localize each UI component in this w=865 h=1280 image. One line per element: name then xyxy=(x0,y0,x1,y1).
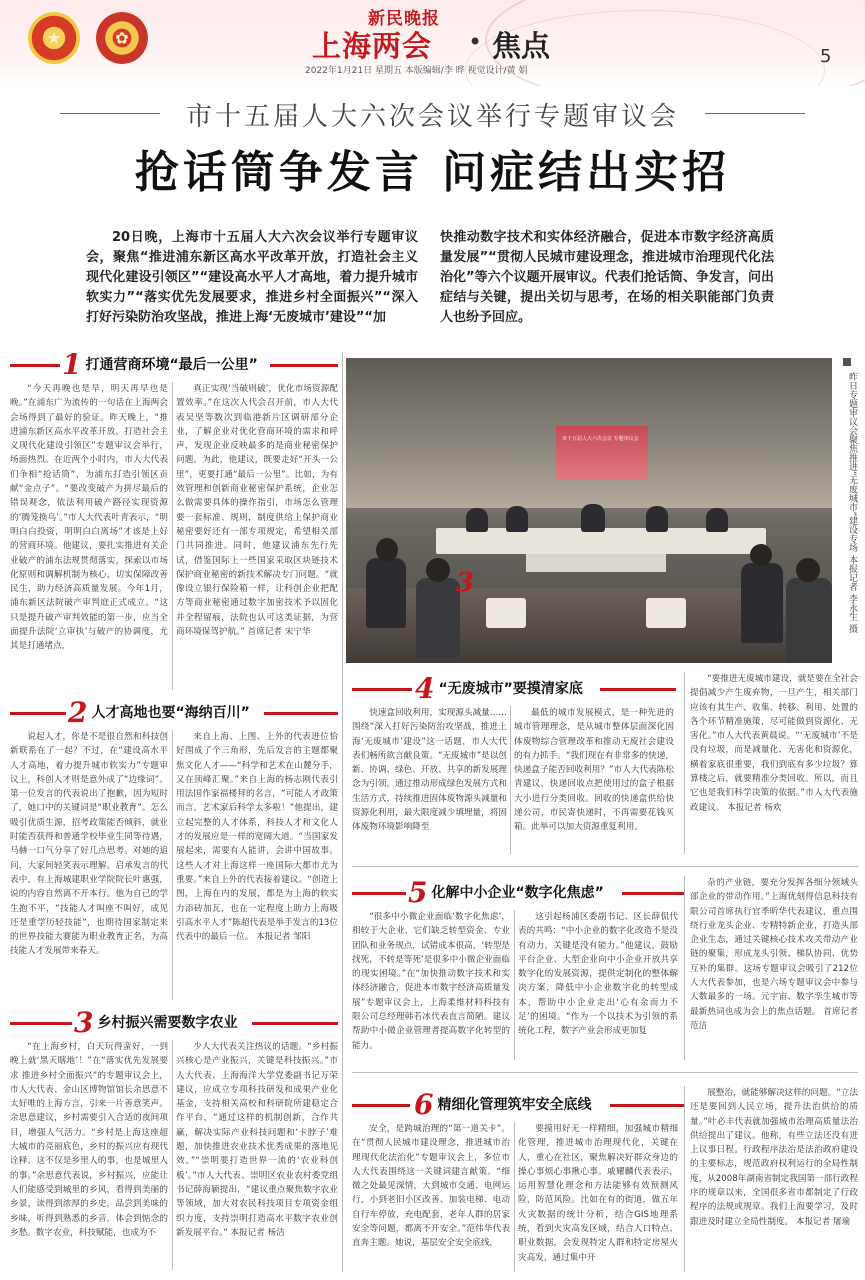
section-bar xyxy=(252,1022,338,1025)
section-header-4 xyxy=(415,671,583,705)
section-bar xyxy=(622,892,684,895)
section-3-column-1: “在上海乡村，白天玩得蛮好，一到晚上就‘黑天瞎地’！”在“落实优先发展要求 推进乡村全面振兴”的专题审议会上，市人大代表、金山区博物馆馆长余思意不太好唯的上海方言，引来一片善意笑声。余思意建议，乡村需要引入合适的夜间项目，增强人气活力。“乡村是上海这座超大城市的亮丽底色，乡村的振兴应有现代诠释，这不仅是乡里人的事，也是城里人的事。”余思意代表说，乡村振兴，应能让人们能感受到城里的乡风，看得到美丽的乡景，读得到浓厚的乡史，品尝到美味的乡味，听得到熟悉的乡音，体会到惦念的乡愁。数字农业，科技赋能，也成为不 xyxy=(10,1042,168,1238)
lead-paragraph-left: 20日晚，上海市十五届人大六次会议举行专题审议会，聚焦“推进浦东新区高水平改革开放，打造社会主义现代化建设引领区”“建设高水平人才高地，着力提升城市软实力”“落实优先发展要求，推进乡村全面振兴”“深入打好污染防治攻坚战，推进上海‘无废城市’建设”“加 xyxy=(86,230,418,325)
section-number: 4 xyxy=(415,671,435,705)
photo-head xyxy=(376,538,398,562)
photo-head xyxy=(426,558,450,582)
section-3-column-2: 少人大代表关注热议的话题。“乡村振兴核心是产业振兴，关键是科技振兴。”市人大代表、上海海洋大学党委副书记万荣建议，应成立专项科技研发和成果产业化基金，支持相关高校和科研院所建稳定合作平台，“通过这样的机制创新，合作共赢，解决实际产业科技问题和‘卡脖子’难题，加快推进农业技术优秀成果的落地见效。”“崇明要打造世界一流的‘农业科创板’。”市人大代表、崇明区农业农村委党组书记薛海颖提出，“建议重点聚焦数字农业等领域，加大对农民科技项目专项资金组织力度，支持崇明打造高水平数字农业创新发展平台。” 本报记者 杨洁 xyxy=(176,1042,338,1238)
section-5-column-3: 杂的产业链，要充分发挥各细分领域头部企业的带动作用。”上海优刻得信息科技有限公司首席执行官季昕华代表建议，重点围绕行业龙头企业、专精特新企业，打造头部企业生态，通过关键核心技术攻关带动产业链的聚集，形成龙头引领、梯队协同、优势互补的集群。这场专题审议会吸引了212位人大代表参加，也是六场专题审议会中参与人数最多的一场。元宇宙、数字孪生城市等最新热词也成为会上的焦点话题。 首席记者 范洁 xyxy=(690,878,858,1031)
section-bar xyxy=(600,688,676,691)
meeting-photo xyxy=(346,358,832,663)
section-2-column-2: 来自上海、上图、上外的代表进位恰好围成了个三角形，先后发言的主题都聚焦文化人才——“科学和艺术在山麓分手，又在顶峰汇聚。”来自上海的杨志刚代表引用法国作家福楼拜的名言，“可能人才政策而言，艺术家后科学太多啦！”他提出，建立起完整的人才体系，科技人才和文化人才的发展应是一样的宽阔大道。“当国家发展起来，需要有人能讲，会讲中国故事。这些人才对上海这样一座国际大都市尤为重要。”来自上外的代表接着建议。“创造上图，上海在内的发展，都是为上海的软实力添砖加瓦，也在一定程度上助力上海吸引高水平人才”陈超代表是举手发言的13位代表中的最后一位。 本报记者 邹阳 xyxy=(176,732,338,943)
caption-marker-icon xyxy=(843,358,851,366)
column-rule xyxy=(514,910,515,1060)
section-1-column-2: 真正实现‘当破则破’，优化市场资源配置效率。”在这次人代会召开前，市人大代表吴坚等数次到临港新片区调研部分企业，了解企业对优化营商环境的需求和呼声，发现企业反映最多的是商业秘密保护问题。为此，他建议，既要走好“开头一公里”，更要打通“最后一公里”。比如，为有效管理和创新商业秘密保护系统，企业怎么做需要具体的操作指引，市场怎么管理要一套标准、规则，制度供给上保护商业秘密要好还有一部专项规定，希望相关部门共同推进。同时，他建议浦东先行先试，借鉴国际上一些国家采取区块链技术保护商业秘密的新技术解决专门问题。“就像设立银行保险箱一样，让科创企业把配方等商业秘密通过数字加密技术予以固化并全程留痕，法院也认可这类证据，为营商环境保驾护航。” 首席记者 宋宁华 xyxy=(176,384,338,638)
section-title-text: 化解中小企业“数字化焦虑” xyxy=(431,885,604,901)
article-headline: 抢话筒争发言 问症结出实招 xyxy=(134,147,731,198)
section-bar xyxy=(264,712,338,715)
section-6-column-1: 安全，是跨城治理的“第一道关卡”。在“贯彻人民城市建设理念，推进城市治理现代化法治化”专题审议会上，多位市人大代表围绕这一关键词建言献策。“细微之处最见深情，大到城市交通、电网运行，小到老旧小区改善、加装电梯、电动自行车停放，充电配套，老年人群的居家安全等问题，都离不开安全。”范伟华代表直奔主题。她说，基层安全安全底线， xyxy=(352,1124,510,1249)
photo-head xyxy=(796,558,820,582)
section-header-6 xyxy=(414,1087,592,1121)
photo-person xyxy=(506,506,528,532)
section-bar xyxy=(10,712,66,715)
section-header-5 xyxy=(408,875,604,909)
section-title-text: 打通营商环境“最后一公里” xyxy=(85,357,258,373)
section-6-column-3: 展整治，就能够解决这样的问题。“立法还是要回到人民立场，提升法治供给的质量。”叶必丰代表就加强城市治理高质量法治供给提出了建议。他称，有些立法还没有进上议事日程。行政程序法治是法治政府建设的主要标志，规范政府权利运行的全局性制度，从2008年湖南省制定我国第一部行政程序的规章以来，全国很多省市都制定了行政程序的法规或规章。我们上海要学习，及时跟进及时建立全局性制度。 本报记者 屠瑜 xyxy=(690,1088,858,1227)
national-emblem-icon: ★ xyxy=(28,12,80,64)
lead-paragraph-right: 快推动数字技术和实体经济融合，促进本市数字经济高质量发展”“贯彻人民城市建设理念，推进城市治理现代化法治化”等六个议题开展审议。代表们抢话筒、争发言，问出症结与关键，提出关切与思考，在场的相关职能部门负责人也纷予回应。 xyxy=(440,230,774,325)
section-5-column-1: “很多中小微企业面临‘数字化焦虑’，相较于大企业，它们缺乏转型资金、专业团队和业务规点，试错成本很高，‘转型是找死，不转是等死’是很多中小微企业面临的现实困境。”在“加快推动数字技术和实体经济融合，促进本市数字经济高质量发展”专题审议会上，上海柔维材料科技有限公司总经理韩若冰代表直言简陋。建议帮助中小微企业管理者提高数字化转型的能力。 xyxy=(352,912,510,1051)
section-5-column-2: 这引起杨浦区委副书记、区长薛侃代表的共鸣：“中小企业的数字化改造不是没有动力，关键是没有能力。”他建议，鼓励平台企业、大型企业向中小企业开放共享数字化的发展资源，提供定制化的整体解决方案，降低中小企业数字化的转型成本，帮助中小企业走出‘心有余而力不足’的困境。“作为一个以技术为引领的系统化工程，数字产业会形成更加复 xyxy=(518,912,678,1037)
section-subtitle: 焦点 xyxy=(492,29,551,63)
photo-person xyxy=(706,508,728,532)
section-bar xyxy=(610,1104,684,1107)
section-3-marker: 3 xyxy=(456,568,475,598)
section-number: 6 xyxy=(414,1087,434,1121)
section-title-text: 精细化管理筑牢安全底线 xyxy=(437,1097,592,1113)
photo-person xyxy=(741,563,783,643)
section-2-column-1: 说起人才，你是不是很自然和科技创新联系在了一起？不过，在“建设高水平人才高地，着力提升城市软实力”专题审议上，科创人才则是意外成了“边缘词”。第一位发言的代表说出了抱歉，因为短时了，她口中的关键词是“职业教育”。怎么吸引优质生源，招考政策能否倾斜，就业时能否获得和普通学校毕业生同等待遇，马赫一口气分享了好几点思考。对她的追问，大家间轻笑表示理解。启承发言的代表中，有上海城建职业学院院长叶惠强，说的内容自然离不开本行。他为自己的学生抱不平，“技能人才叫座不叫好，成见还是重学历轻技能”，也期待国家制定来的世界技能大赛能为职业教育正名，为高技能人才发展带来春天。 xyxy=(10,732,168,957)
section-header-2 xyxy=(68,695,250,729)
conference-table xyxy=(526,554,666,572)
photo-person xyxy=(786,578,832,663)
section-number: 5 xyxy=(408,875,428,909)
photo-person xyxy=(416,578,460,658)
section-4-column-3: “要推进无废城市建设，就是要在全社会提倡减少产生废弃物，一旦产生，相关部门应该有其生产、收集、转移、利用、处置的各个环节精准施策，尽可能做到资源化、无害化。”市人大代表黄晨说。“‘无废城市’不是没有垃圾，而是减量化、无害化和资源化，横着家底很重要，我们到底有多少垃圾？算算楼之后，就要精准分类回收。所以，而且它也是我们科学决策的依据。”市人大代表施政建议。 本报记者 杨欢 xyxy=(690,674,858,813)
photo-head xyxy=(750,544,772,566)
section-number: 2 xyxy=(68,695,88,729)
photo-person xyxy=(646,506,668,532)
cppcc-emblem-icon: ✿ xyxy=(96,12,148,64)
photo-person xyxy=(466,508,488,532)
section-bar xyxy=(352,892,406,895)
section-4-column-1: 快速盒回收利用，实现源头减量……围绕“深入打好污染防治攻坚战，推进上海‘无废城市’建设”这一话题，市人大代表们畅所欲言献良策。“无废城市”是以创新、协调、绿色、开放、共享的新发展理念为引领，通过推动形成绿色发展方式和生活方式，持续推进固体废物源头减量和资源化利用，最大限度减少填埋量，将固体废物环境影响降至 xyxy=(352,708,507,833)
section-bar xyxy=(10,364,60,367)
vertical-divider xyxy=(342,352,343,1272)
masthead xyxy=(0,0,865,86)
newspaper-name: 新民晚报 xyxy=(368,9,440,29)
section-bar xyxy=(270,364,338,367)
column-rule xyxy=(172,1040,173,1270)
section-6-column-2: 要摸用好无一样精细，加强城市精细化管理，推进城市治理现代化，关键在人，重心在社区，聚焦解决好群众身边的操心事烦心事揪心事。戚耀麟代表表示，运用智慧化理念和方法能够有效预测风险，防范风险。比如在有的街道，做五年火灾数据的统计分析，结合GIS地理系统，看到火灾高发区域，结合人口特点、职业数据，会发现特定人群和特定房屋火灾高发，通过集中开 xyxy=(518,1124,678,1263)
column-rule xyxy=(684,1086,685,1272)
column-rule xyxy=(510,706,511,854)
column-rule xyxy=(172,730,173,1000)
section-4-column-2: 最低的城市发展模式，是一种先进的城市管理理念，是从城市整体层面深化固体废物综合管理改革和推动无废社会建设的有力抓手。“我们现在有非常多的快递，快递盒子能否回收利用？”市人大代表陈松青建议，快递回收点把使用过的盒子根据大小进行分类回收。回收的快递盒供给快递公司，市民寄快递时，不再需要花钱买箱。此举可以加大资源重复利用。 xyxy=(514,708,674,833)
photo-person xyxy=(366,558,406,628)
projection-screen: 市十五届人大六次会议 专题审议会 xyxy=(556,426,648,480)
photo-caption: 昨日专题审议会聚焦推进“无废城市”建设专场 本报记者 李永生 摄 xyxy=(847,372,857,633)
section-bar xyxy=(352,1104,410,1107)
column-rule xyxy=(514,1122,515,1272)
article-kicker: 市十五届人大六次会议举行专题审议会 xyxy=(185,102,679,132)
column-rule xyxy=(172,382,173,690)
date-line: 2022年1月21日 星期五 本版编辑/李 晔 视觉设计/黄 娟 xyxy=(305,66,528,76)
section-header-3 xyxy=(74,1005,238,1039)
column-rule xyxy=(684,876,685,1060)
section-1-column-1: “今天再晚也是早，明天再早也是晚。”在浦东广为流传的一句话在上海两会会场得到了最好的验证。昨天晚上，“推进浦东新区高水平改革开放，打造社会主义现代化建设引领区”专题审议会举行，场面热烈。在近两个小时内，市人大代表们争相“抢话筒”，为浦东打造引领区贡献“金点子”。“要改变破产为拼尽最后的错误观念，依法利用破产路径实现资源的‘腾笼换鸟’。”市人大代表叶青表示，“明明白白投资，明明白白离场”才该是上好的营商环境。他建议，要扎实推进有关企业破产的浦东法规贯彻落实，探索以市场化原则和调解机制为核心，切实保障改善民生，助力经济高质量发展。今年1月，浦东新区法院破产审判庭正式成立。“这只是提升破产审判效能的第一步，应当全面提升法院‘立审执’与破产的协调度，尤其是打通堵点， xyxy=(10,384,168,652)
section-divider xyxy=(352,866,858,867)
section-title-text: “无废城市”要摸清家底 xyxy=(438,681,583,697)
photo-chair xyxy=(486,598,526,628)
section-title: 上海两会 xyxy=(312,29,433,63)
section-header-1 xyxy=(62,347,258,381)
page-number: 5 xyxy=(820,46,832,67)
section-separator: • xyxy=(468,28,483,56)
section-divider xyxy=(352,1072,858,1073)
section-title-text: 乡村振兴需要数字农业 xyxy=(97,1015,238,1031)
section-number: 3 xyxy=(74,1005,94,1039)
section-bar xyxy=(10,1022,72,1025)
photo-chair xyxy=(646,598,686,628)
section-title-text: 人才高地也要“海纳百川” xyxy=(91,705,250,721)
section-number: 1 xyxy=(62,347,82,381)
column-rule xyxy=(684,672,685,854)
photo-person xyxy=(581,504,605,532)
section-bar xyxy=(352,688,412,691)
